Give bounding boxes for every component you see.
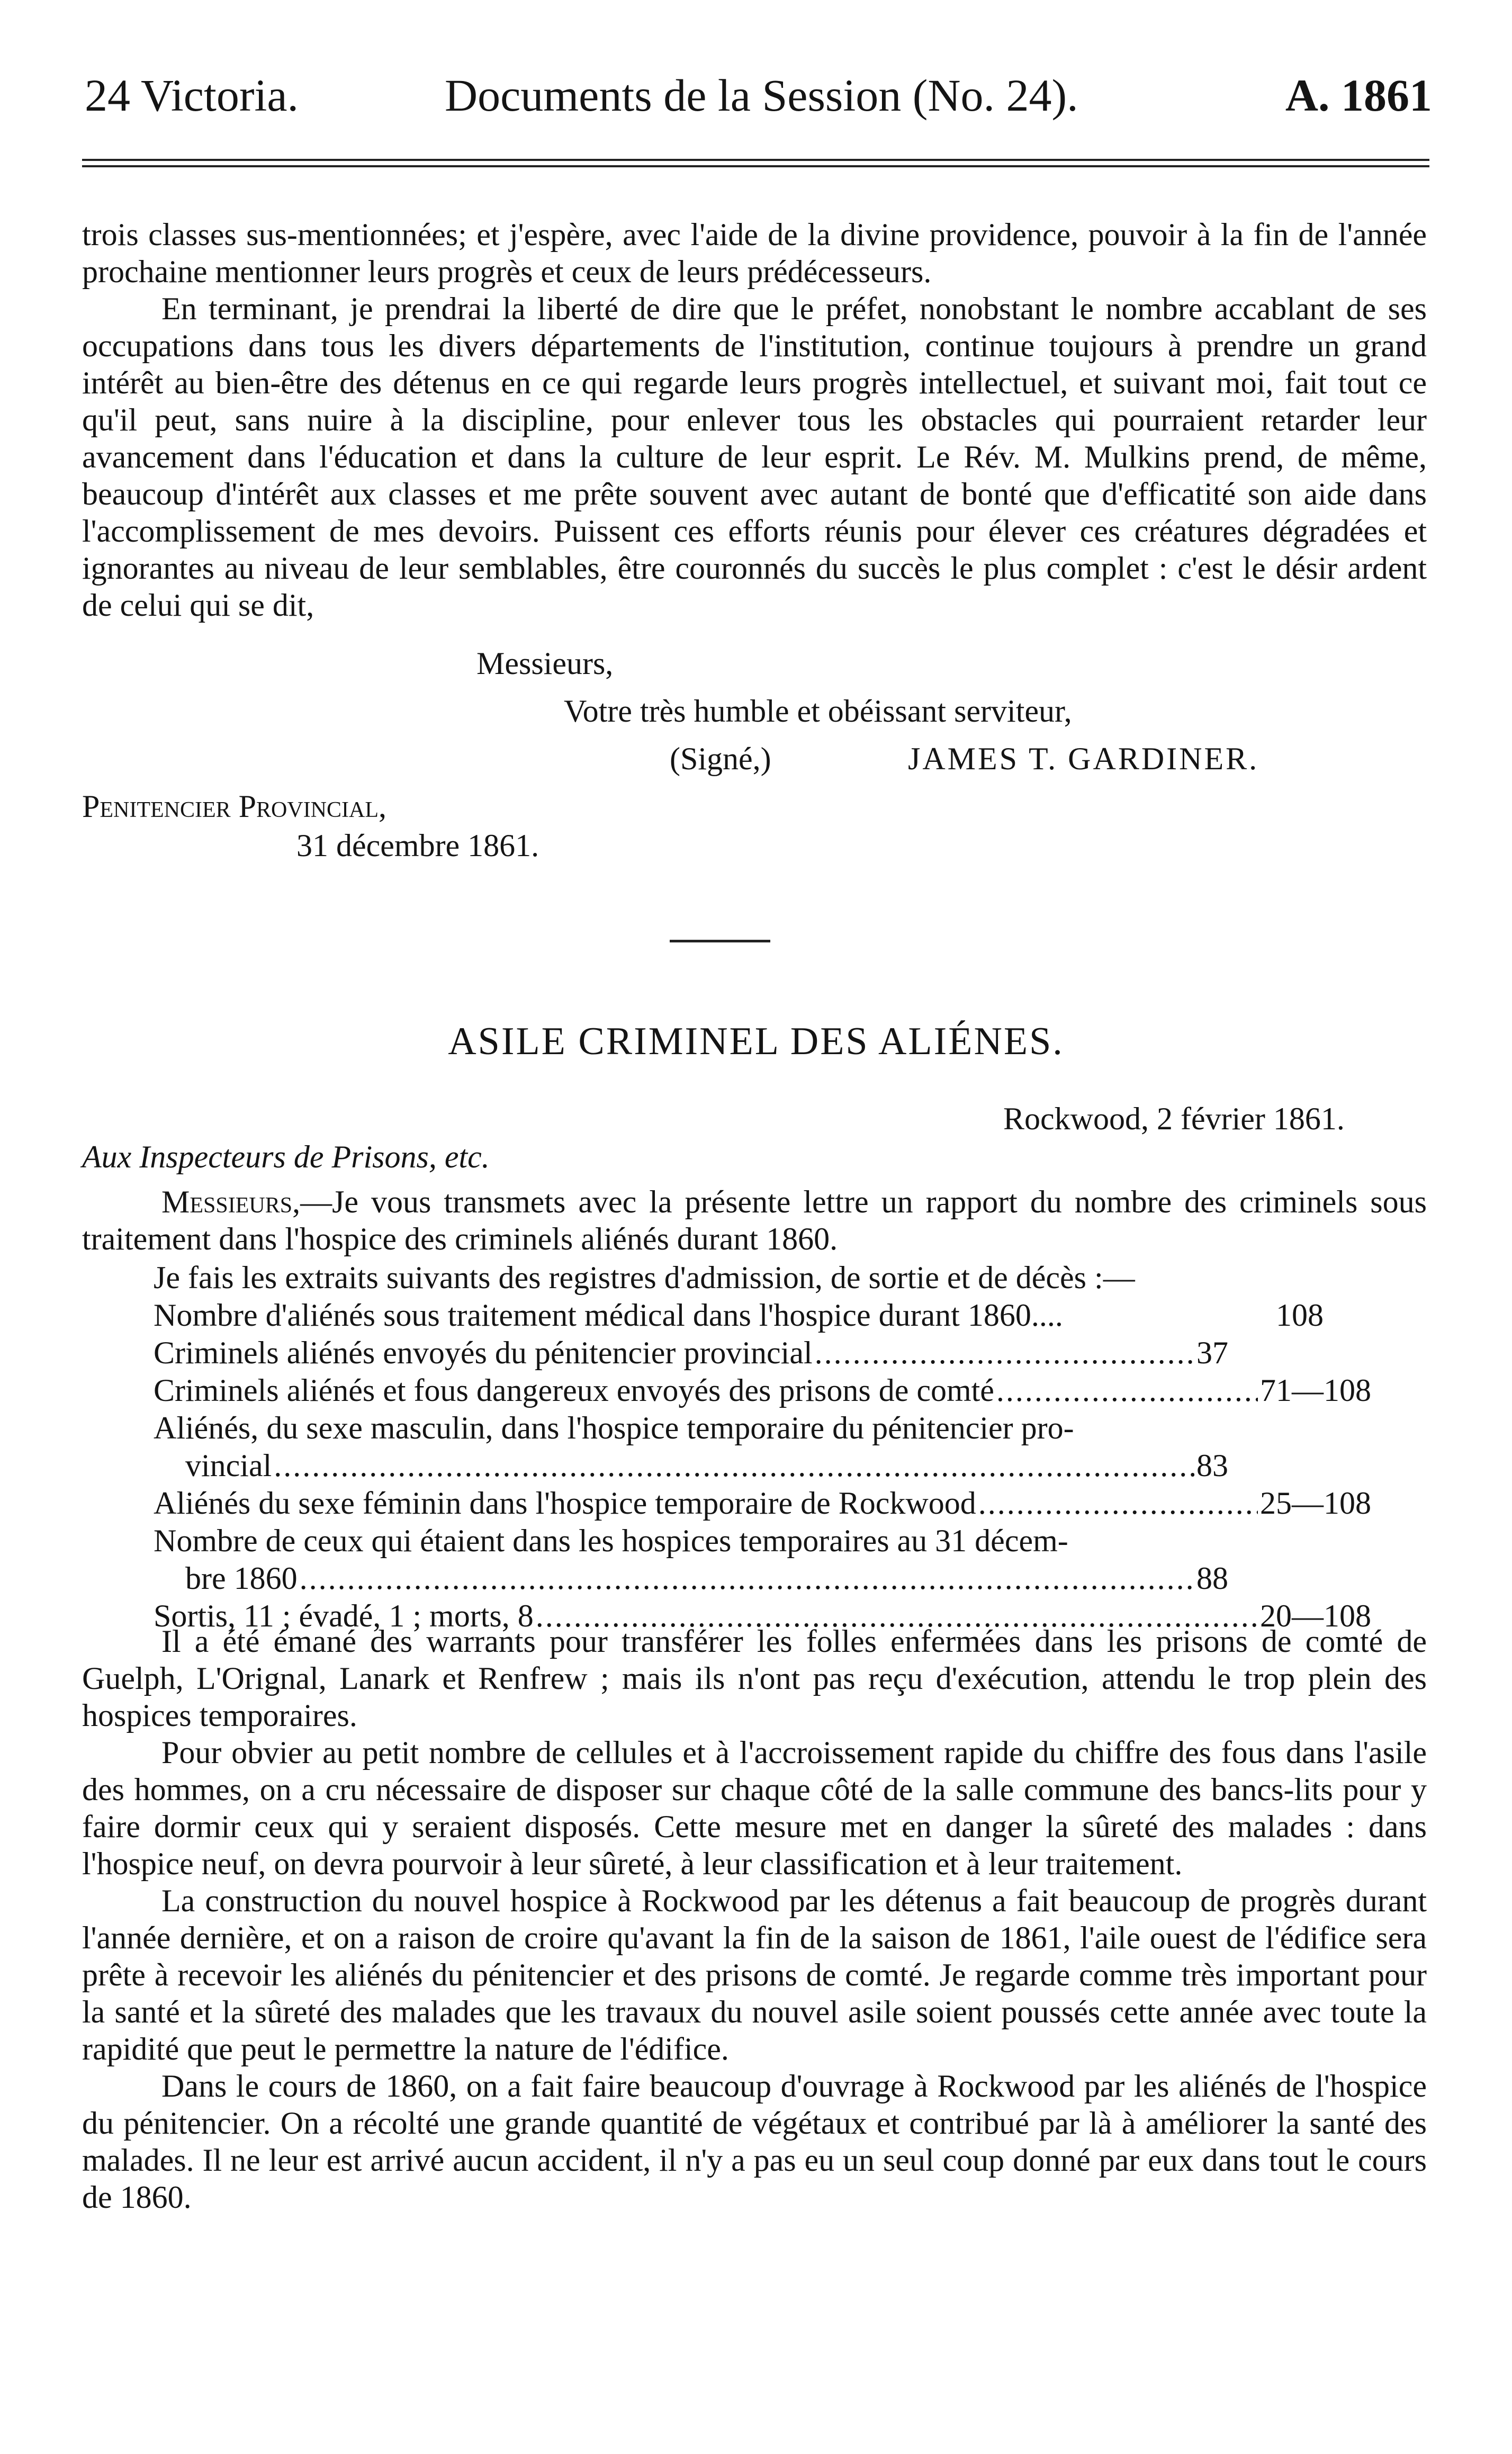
- leader-dots: [274, 1447, 1194, 1485]
- letter-salutation: Messieurs,: [476, 646, 614, 681]
- letter-place: Penitencier Provincial,: [82, 789, 387, 824]
- header-year: A. 1861: [1285, 70, 1432, 121]
- stat-label: Aliénés du sexe féminin dans l'hospice temporaire de Rockwood: [154, 1486, 976, 1521]
- extract-intro-row: [154, 1259, 1371, 1297]
- stat-label: Sortis, 11 ; évadé, 1 ; morts, 8: [154, 1598, 534, 1633]
- stat-row: [154, 1297, 1371, 1334]
- extract-intro: Je fais les extraits suivants des registres d'admission, de sortie et de décès :—: [154, 1260, 1135, 1295]
- section-paragraph: La construction du nouvel hospice à Rockwood par les détenus a fait beaucoup de progrès durant l'année dernière, et on a raison de croire qu'avant la fin de la saison de 1861, l'aile ouest de l'édifice sera prête à recevoir les aliénés du pénitencier et des prisons de comté. Je regarde comme très important pour la santé et la sûreté des malades que les travaux du nouvel asile soient poussés cette année avec toute la rapidité que peut le permettre la nature de l'édifice.: [82, 1883, 1427, 2066]
- section-intro-paragraph: [82, 1183, 1427, 1257]
- stat-row: [154, 1485, 1371, 1522]
- section-title: ASILE CRIMINEL DES ALIÉNES.: [448, 1020, 1064, 1063]
- section-paragraph: Il a été émané des warrants pour transférer les folles enfermées dans les prisons de comté de Guelph, L'Orignal, Lanark et Renfrew ; mais ils n'ont pas reçu d'exécution, attendu le trop plein des hospices temporaires.: [82, 1624, 1427, 1733]
- section-paragraph: Pour obvier au petit nombre de cellules et à l'accroissement rapide du chiffre des fous dans l'asile des hommes, on a cru nécessaire de disposer sur chaque côté de la salle commune des bancs-lits pour y faire dormir ceux qui y seraient disposés. Cette mesure met en danger la sûreté des malades : dans l'hospice neuf, on devra pourvoir à leur sûreté, à leur classification et à leur traitement.: [82, 1735, 1427, 1881]
- section-addressee: Aux Inspecteurs de Prisons, etc.: [82, 1139, 490, 1174]
- stat-label: Aliénés, du sexe masculin, dans l'hospice temporaire du pénitencier pro-: [154, 1410, 1074, 1445]
- section-paragraph: Dans le cours de 1860, on a fait faire beaucoup d'ouvrage à Rockwood par les aliénés de l'hospice du pénitencier. On a récolté une grande quantité de végétaux et contribué par là à améliorer la santé des malades. Il ne leur est arrivé aucun accident, il n'y a pas eu un seul coup donné par eux dans tout le cours de 1860.: [82, 2069, 1427, 2215]
- stat-label: Nombre de ceux qui étaient dans les hospices temporaires au 31 décem-: [154, 1523, 1068, 1558]
- stat-label-continuation: vincial: [185, 1448, 272, 1483]
- leader-dots: [300, 1560, 1194, 1597]
- section-intro-text: —Je vous transmets avec la présente lettre un rapport du nombre des criminels sous traitement dans l'hospice des criminels aliénés durant 1860.: [82, 1184, 1427, 1256]
- leader-dots: [978, 1485, 1258, 1522]
- letter-date: 31 décembre 1861.: [296, 828, 539, 863]
- leader-dots: [815, 1334, 1194, 1372]
- stat-label: Criminels aliénés envoyés du pénitencier provincial: [154, 1335, 813, 1370]
- stat-label: Nombre d'aliénés sous traitement médical dans l'hospice durant 1860....: [154, 1298, 1063, 1333]
- letter-paragraph-2: En terminant, je prendrai la liberté de dire que le préfet, nonobstant le nombre accablant de ses occupations dans tous les divers départements de l'institution, continue toujours à prendre un grand intérêt au bien-être des détenus en ce qui regarde leurs progrès intellectuel, et suivant moi, fait tout ce qu'il peut, sans nuire à la discipline, pour enlever tous les obstacles qui pourraient retarder leur avancement dans l'éducation et dans la culture de leur esprit. Le Rév. M. Mulkins prend, de même, beaucoup d'intérêt aux classes et me prête souvent avec autant de bonté que d'efficatité son aide dans l'accomplissement de mes devoirs. Puissent ces efforts réunis pour élever ces créatures dégradées et ignorantes au niveau de leur semblables, être couronnés du succès le plus complet : c'est le désir ardent de celui qui se dit,: [82, 291, 1427, 623]
- section-body: [82, 1623, 1427, 2216]
- letter-closing: Votre très humble et obéissant serviteur,: [564, 694, 1072, 729]
- stat-row: [154, 1372, 1371, 1409]
- header-document-title: Documents de la Session (No. 24).: [445, 70, 1078, 121]
- stat-label: Criminels aliénés et fous dangereux envoyés des prisons de comté: [154, 1373, 994, 1408]
- header-rule-top: [82, 159, 1429, 161]
- stat-value: 83: [1196, 1448, 1228, 1483]
- stat-row: [154, 1334, 1371, 1372]
- stat-value: 108: [1276, 1298, 1324, 1333]
- stat-value: 71—108: [1260, 1373, 1371, 1408]
- leader-dots: [996, 1372, 1258, 1409]
- stat-label-continuation: bre 1860: [185, 1561, 298, 1596]
- stat-value: 25—108: [1260, 1486, 1371, 1521]
- section-dateline: Rockwood, 2 février 1861.: [1003, 1101, 1345, 1136]
- stat-value: 20—108: [1260, 1598, 1371, 1633]
- letter-paragraph-1: trois classes sus-mentionnées; et j'espère, avec l'aide de la divine providence, pouvoir à la fin de l'année prochaine mentionner leurs progrès et ceux de leurs prédécesseurs.: [82, 217, 1427, 289]
- stat-row-continuation: [154, 1447, 1371, 1485]
- section-divider: [670, 940, 770, 942]
- stat-value: 88: [1196, 1561, 1228, 1596]
- letter-body: [82, 216, 1427, 624]
- header-session-year: 24 Victoria.: [85, 70, 299, 121]
- stat-value: 37: [1196, 1335, 1228, 1370]
- section-salutation: Messieurs,: [161, 1184, 301, 1219]
- header-rule-bottom: [82, 165, 1429, 167]
- running-head: [79, 69, 1432, 138]
- stat-row: [154, 1522, 1371, 1560]
- section-intro: [82, 1183, 1427, 1257]
- stat-row-continuation: [154, 1560, 1371, 1597]
- statistics-list: [154, 1259, 1371, 1635]
- signed-label: (Signé,): [670, 741, 771, 776]
- signature: JAMES T. GARDINER.: [908, 741, 1259, 776]
- stat-row: [154, 1409, 1371, 1447]
